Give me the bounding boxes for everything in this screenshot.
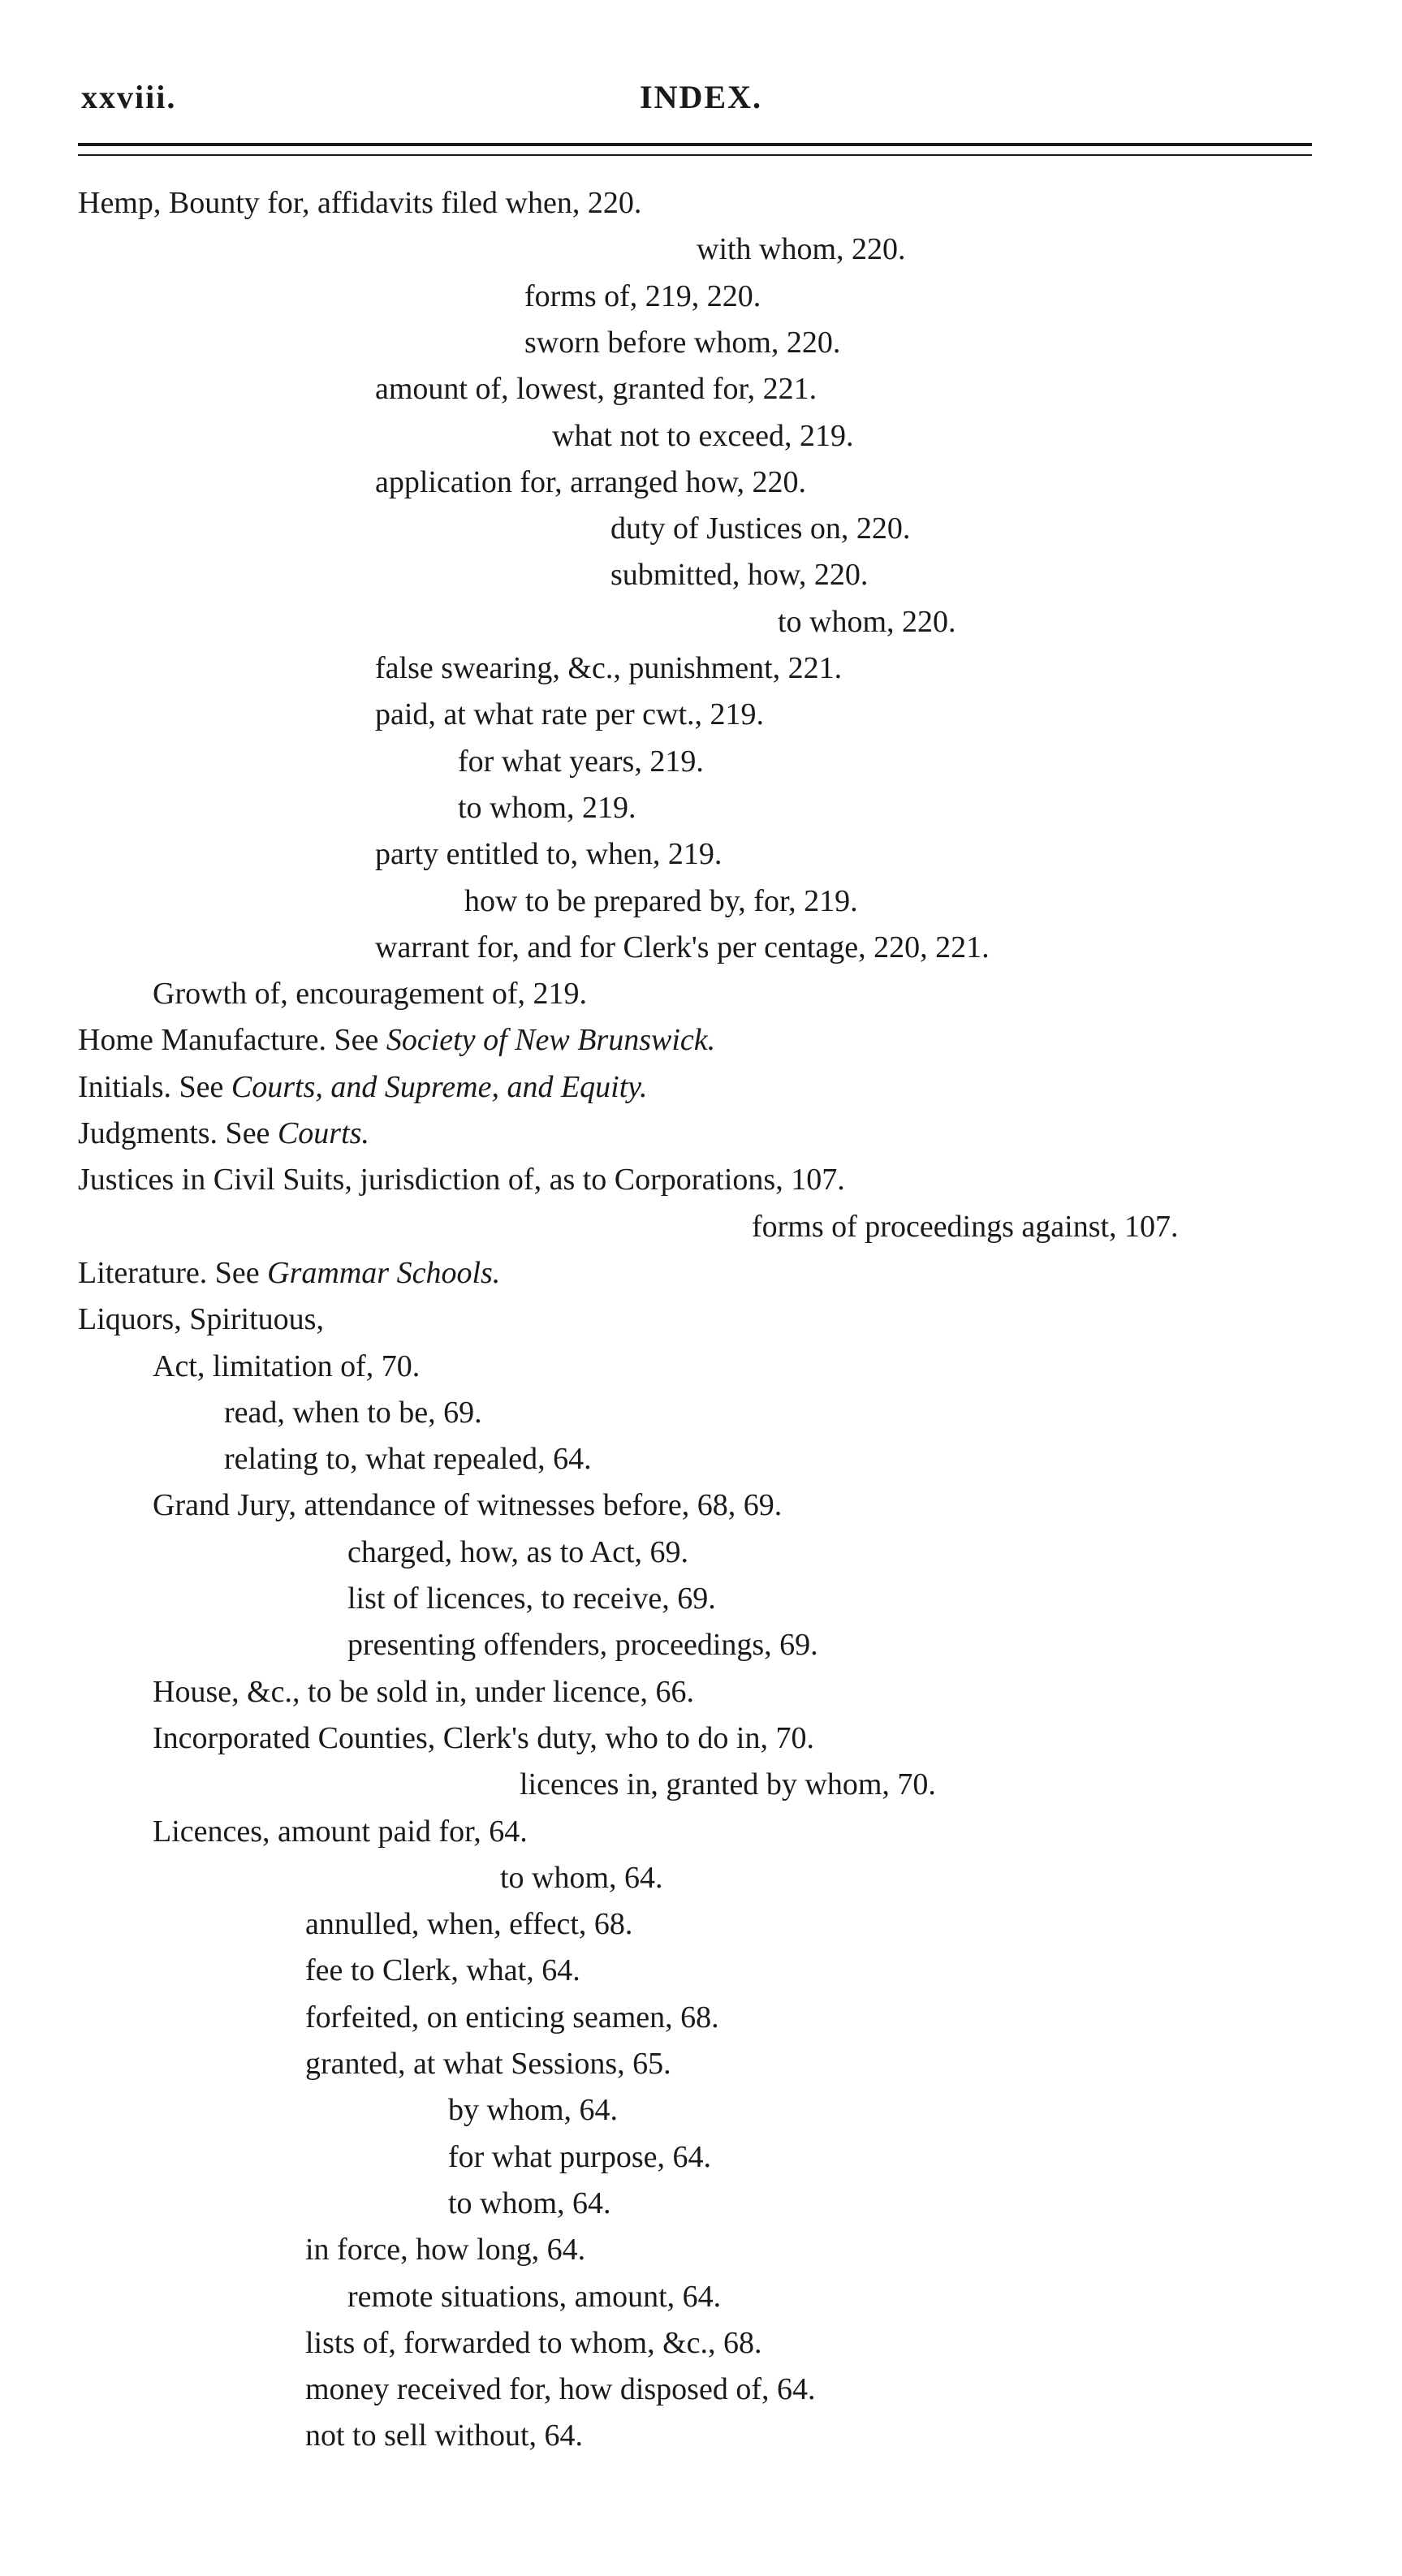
header-rule-thick — [78, 143, 1312, 146]
index-entry-line — [347, 1581, 716, 1616]
entry-text: submitted, how, 220. — [610, 558, 869, 592]
entry-text: Incorporated Counties, Clerk's duty, who to do in, 70. — [153, 1721, 814, 1755]
index-entry-line — [375, 930, 990, 965]
index-entry-line — [153, 976, 587, 1012]
entry-text: to whom, 220. — [778, 605, 956, 639]
index-entry-line — [153, 1814, 528, 1849]
index-entry-line — [500, 1860, 663, 1896]
index-entry-line — [153, 1674, 694, 1710]
entry-text: Licences, amount paid for, 64. — [153, 1814, 528, 1849]
index-entry-line — [375, 697, 764, 732]
index-entry-line — [610, 511, 910, 546]
index-entry-line — [347, 2279, 721, 2315]
index-entry-line — [375, 371, 817, 407]
entry-text: with whom, 220. — [697, 232, 906, 266]
entry-text: amount of, lowest, granted for, 221. — [375, 372, 817, 406]
index-entry-line — [610, 557, 868, 593]
index-entry-line — [153, 1720, 814, 1756]
index-entry-line — [78, 1022, 715, 1058]
entry-text: House, &c., to be sold in, under licence, 66. — [153, 1675, 694, 1709]
entry-text: Home Manufacture. See — [78, 1023, 386, 1057]
index-entry-line — [305, 2418, 583, 2453]
index-entry-line — [78, 1301, 324, 1337]
index-entry-line — [520, 1767, 936, 1802]
index-entry-line — [305, 1906, 632, 1942]
entry-text: Act, limitation of, 70. — [153, 1349, 421, 1383]
entry-text: charged, how, as to Act, 69. — [347, 1535, 689, 1569]
index-entry-line — [464, 883, 858, 919]
entry-text: to whom, 64. — [500, 1861, 663, 1895]
entry-text: Justices in Civil Suits, jurisdiction of, as to Corporations, 107. — [78, 1163, 845, 1197]
index-entry-line — [375, 836, 722, 872]
entry-text: Literature. See — [78, 1256, 268, 1290]
entry-text: to whom, 64. — [448, 2186, 611, 2220]
entry-text: by whom, 64. — [448, 2093, 618, 2127]
index-entry-line — [524, 278, 761, 314]
entry-text: lists of, forwarded to whom, &c., 68. — [305, 2326, 762, 2360]
entry-text: granted, at what Sessions, 65. — [305, 2047, 671, 2081]
index-entry-line — [448, 2092, 618, 2128]
entry-text: false swearing, &c., punishment, 221. — [375, 651, 843, 685]
entry-text: remote situations, amount, 64. — [347, 2280, 722, 2314]
index-entry-line — [778, 604, 956, 640]
index-entry-line — [78, 1162, 845, 1197]
cross-reference: Courts, and Supreme, and Equity. — [231, 1070, 648, 1104]
index-entry-line — [153, 1487, 782, 1523]
index-entry-line — [752, 1209, 1179, 1245]
index-entry-line — [78, 1255, 500, 1291]
index-entry-line — [305, 1952, 580, 1988]
entry-text: presenting offenders, proceedings, 69. — [347, 1628, 818, 1662]
index-entry-line — [78, 1115, 369, 1151]
entry-text: sworn before whom, 220. — [524, 326, 841, 360]
running-head: INDEX. — [640, 79, 762, 115]
entry-text: for what purpose, 64. — [448, 2140, 711, 2174]
entry-text: Grand Jury, attendance of witnesses before, 68, 69. — [153, 1488, 783, 1522]
index-entry-line — [305, 2046, 671, 2082]
entry-text: licences in, granted by whom, 70. — [520, 1767, 936, 1801]
index-entry-line — [375, 464, 806, 500]
index-entry-line — [224, 1395, 482, 1430]
cross-reference: Grammar Schools. — [267, 1256, 501, 1290]
entry-text: what not to exceed, 219. — [552, 419, 854, 453]
cross-reference: Courts. — [277, 1116, 369, 1150]
index-entry-line — [78, 185, 641, 221]
entry-text: warrant for, and for Clerk's per centage, 220, 221. — [375, 930, 990, 964]
index-entry-line — [375, 650, 842, 686]
entry-text: forfeited, on enticing seamen, 68. — [305, 2000, 719, 2034]
index-entry-line — [347, 1534, 688, 1570]
entry-text: Judgments. See — [78, 1116, 278, 1150]
index-entry-line — [448, 2139, 711, 2175]
entry-text: to whom, 219. — [458, 791, 636, 825]
entry-text: fee to Clerk, what, 64. — [305, 1953, 580, 1987]
entry-text: read, when to be, 69. — [224, 1396, 482, 1430]
index-entry-line — [347, 1627, 818, 1663]
index-entry-line — [458, 790, 636, 826]
index-entry-line — [524, 325, 840, 360]
entry-text: for what years, 219. — [458, 744, 704, 779]
entry-text: relating to, what repealed, 64. — [224, 1442, 592, 1476]
index-entry-line — [448, 2186, 611, 2221]
entry-text: paid, at what rate per cwt., 219. — [375, 697, 765, 731]
entry-text: annulled, when, effect, 68. — [305, 1907, 633, 1941]
entry-text: in force, how long, 64. — [305, 2233, 586, 2267]
entry-text: application for, arranged how, 220. — [375, 465, 806, 499]
index-entry-line — [305, 2325, 762, 2361]
index-entry-line — [552, 418, 853, 454]
index-entry-line — [305, 2232, 585, 2267]
entry-text: duty of Justices on, 220. — [610, 511, 911, 546]
entry-text: forms of proceedings against, 107. — [752, 1210, 1179, 1244]
entry-text: money received for, how disposed of, 64. — [305, 2372, 816, 2406]
index-entry-line — [305, 2371, 815, 2407]
index-entry-line — [153, 1348, 420, 1384]
index-entry-line — [78, 1069, 648, 1105]
entry-text: not to sell without, 64. — [305, 2419, 583, 2453]
entry-text: how to be prepared by, for, 219. — [464, 884, 858, 918]
entry-text: forms of, 219, 220. — [524, 279, 761, 313]
index-entry-line — [458, 744, 704, 779]
index-entry-line — [697, 231, 906, 267]
entry-text: Initials. See — [78, 1070, 231, 1104]
entry-text: Liquors, Spirituous, — [78, 1302, 324, 1336]
index-entry-line — [224, 1441, 592, 1477]
entry-text: list of licences, to receive, 69. — [347, 1581, 716, 1616]
header-rule-thin — [78, 154, 1312, 156]
entry-text: party entitled to, when, 219. — [375, 837, 723, 871]
page-number: xxviii. — [81, 79, 177, 115]
cross-reference: Society of New Brunswick. — [386, 1023, 716, 1057]
entry-text: Growth of, encouragement of, 219. — [153, 977, 588, 1011]
index-entry-line — [305, 2000, 719, 2035]
entry-text: Hemp, Bounty for, affidavits filed when, 220. — [78, 186, 642, 220]
